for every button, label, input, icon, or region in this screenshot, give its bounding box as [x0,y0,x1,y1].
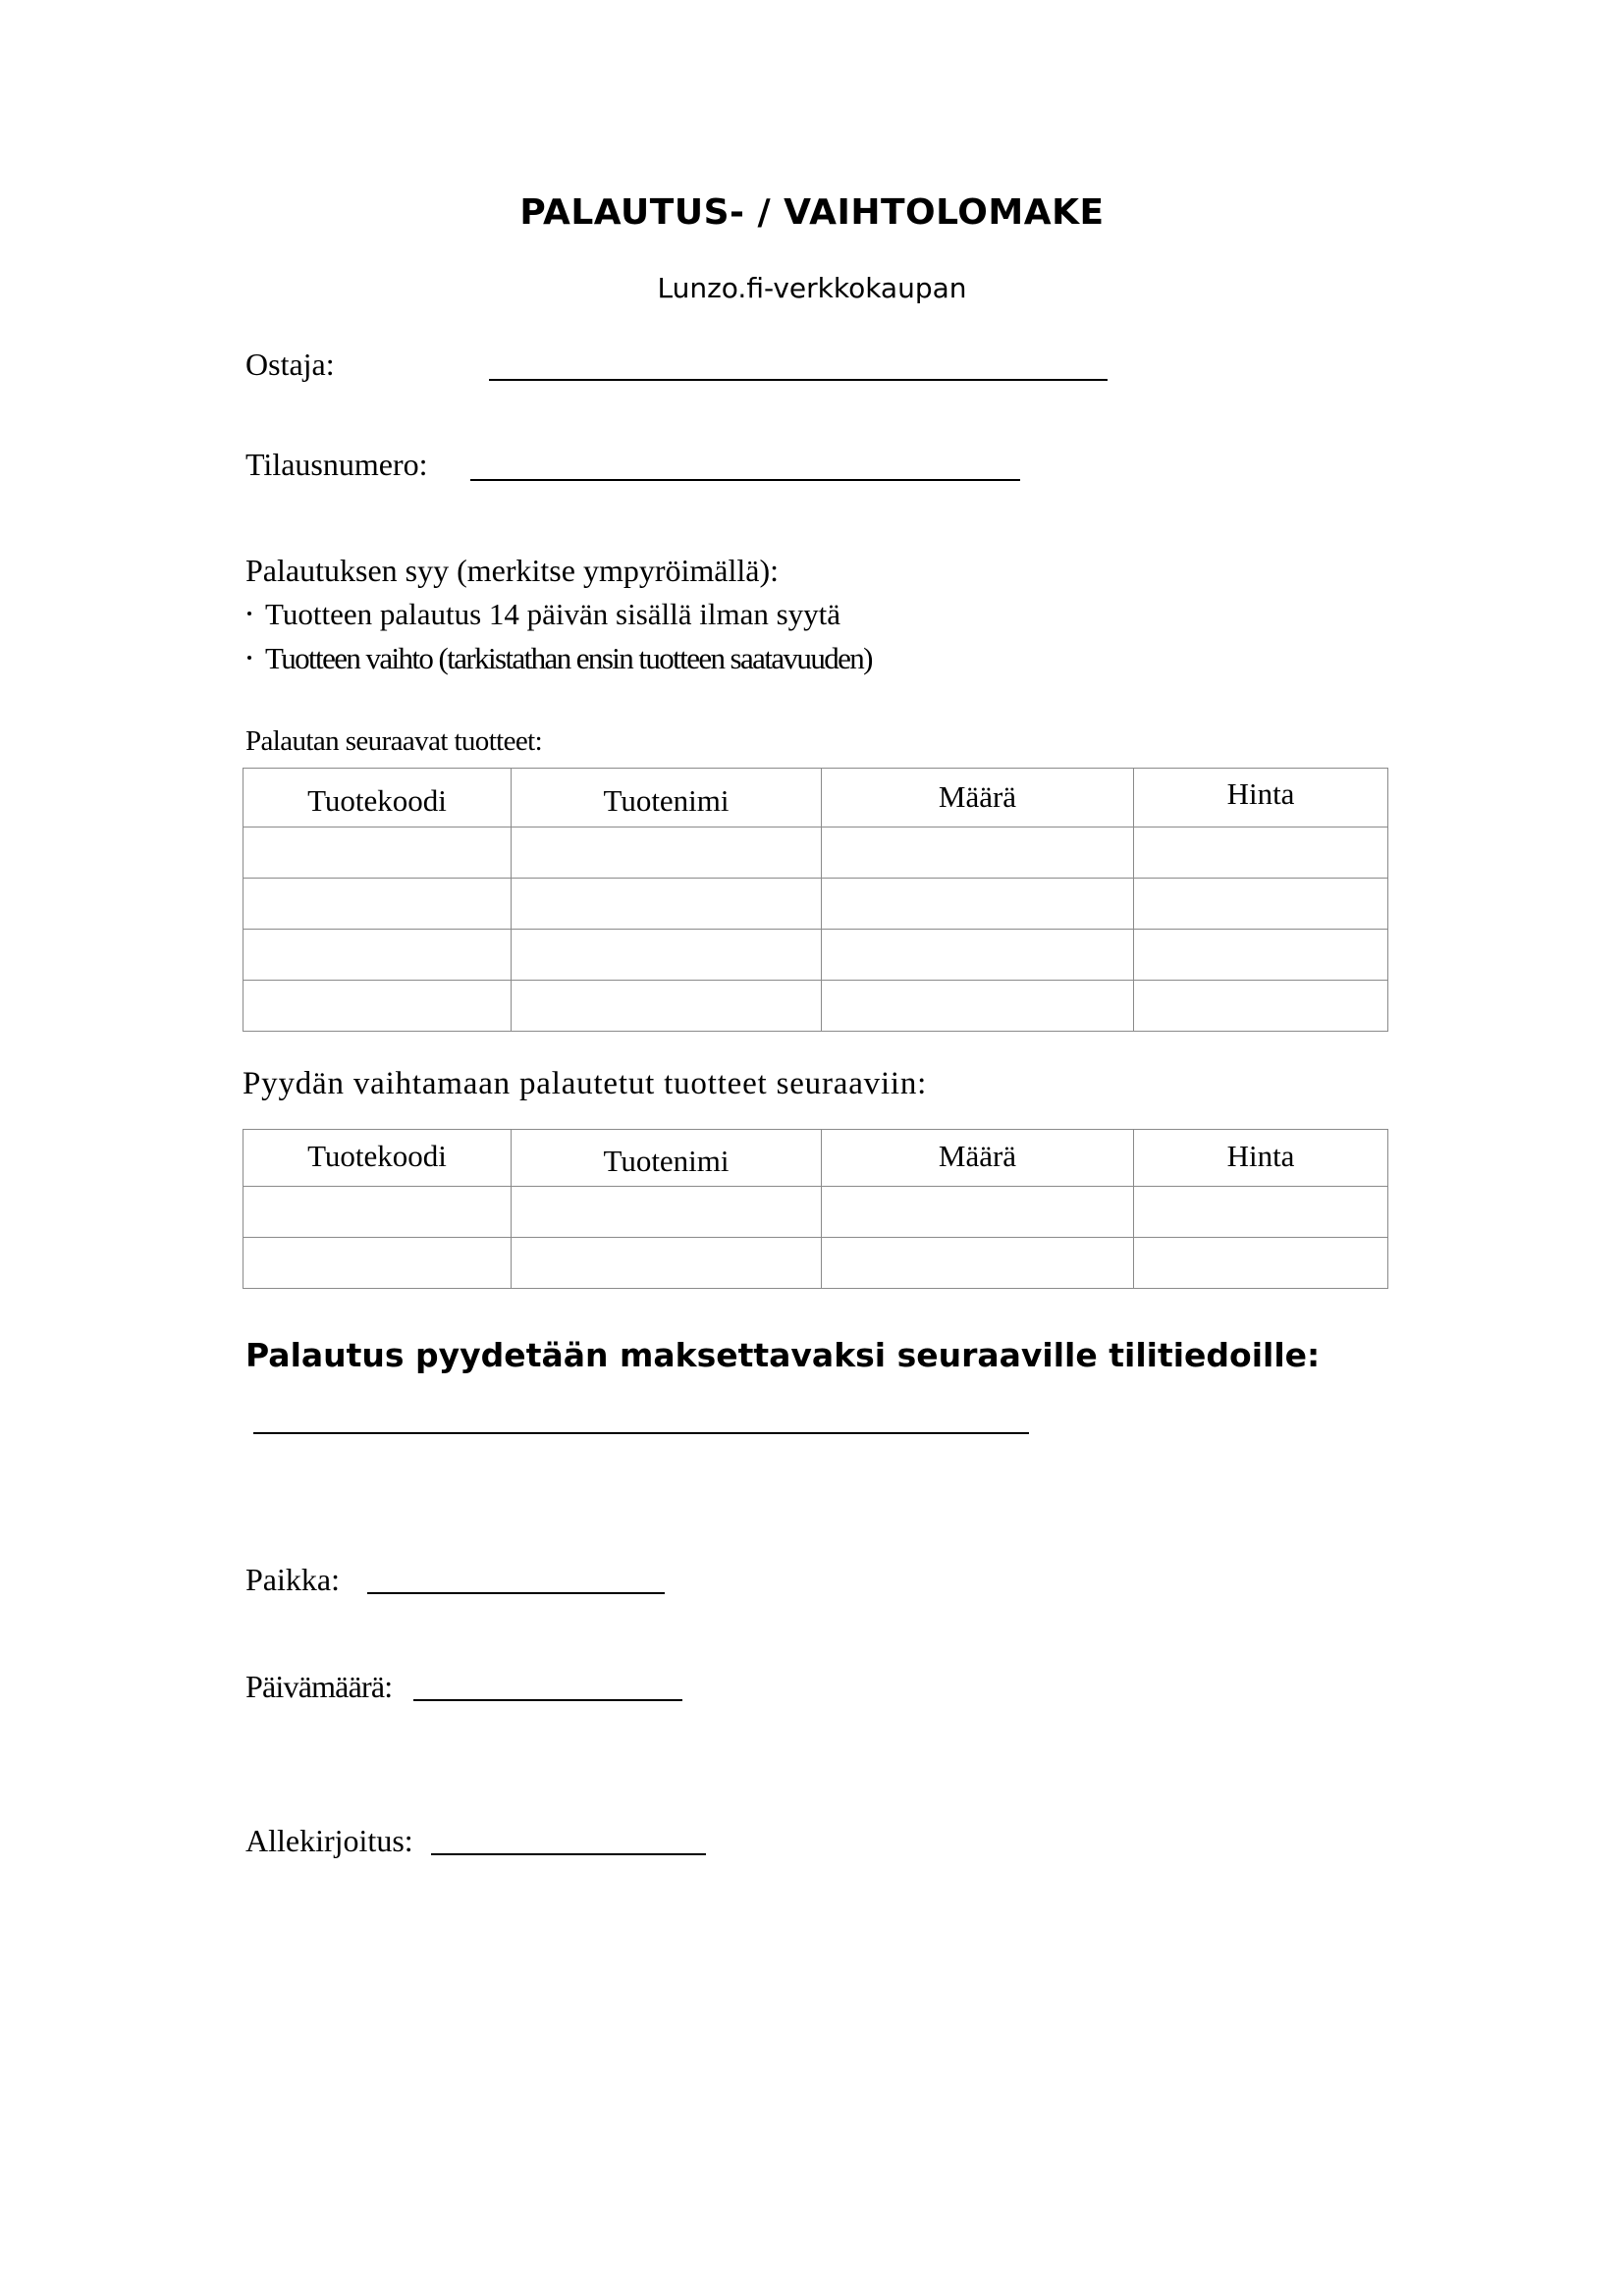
table-row [244,879,1388,930]
table-cell[interactable] [244,1187,512,1238]
table-cell[interactable] [1134,1187,1388,1238]
bullet-icon [247,612,251,615]
table-cell[interactable] [244,828,512,879]
reason-option-label: Tuotteen vaihto (tarkistathan ensin tuotteen saatavuuden) [265,641,872,675]
table-cell[interactable] [1134,828,1388,879]
reason-option-return[interactable] [247,597,840,632]
table-header-row [244,769,1388,828]
table-cell[interactable] [244,879,512,930]
column-header-quantity: Määrä [822,1130,1134,1187]
table-header-row [244,1130,1388,1187]
buyer-label: Ostaja: [245,347,335,382]
exchange-products-heading: Pyydän vaihtamaan palautetut tuotteet seuraaviin: [243,1066,928,1101]
order-number-field[interactable] [470,479,1020,481]
table-cell[interactable] [1134,879,1388,930]
exchange-products-table [243,1129,1388,1289]
refund-heading: Palautus pyydetään maksettavaksi seuraaville tilitiedoille: [245,1336,1321,1374]
form-title: PALAUTUS- / VAIHTOLOMAKE [519,192,1105,233]
table-cell[interactable] [512,930,822,981]
column-header-quantity: Määrä [822,769,1134,828]
table-cell[interactable] [512,981,822,1032]
returned-products-table [243,768,1388,1032]
place-field[interactable] [367,1592,665,1594]
table-cell[interactable] [244,981,512,1032]
signature-label: Allekirjoitus: [245,1823,413,1858]
returned-products-heading: Palautan seuraavat tuotteet: [245,725,543,757]
table-row [244,828,1388,879]
table-cell[interactable] [244,1238,512,1289]
form-subtitle: Lunzo.fi-verkkokaupan [657,272,967,304]
table-cell[interactable] [512,1187,822,1238]
column-header-price: Hinta [1134,1130,1388,1187]
buyer-field[interactable] [489,379,1108,381]
order-number-label: Tilausnumero: [245,447,428,482]
signature-field[interactable] [431,1853,706,1855]
column-header-price: Hinta [1134,769,1388,828]
bullet-icon [247,656,251,660]
column-header-code: Tuotekoodi [244,1130,512,1187]
table-cell[interactable] [1134,930,1388,981]
bank-account-field[interactable] [253,1432,1029,1434]
column-header-name: Tuotenimi [512,769,822,828]
table-row [244,1187,1388,1238]
table-cell[interactable] [822,1187,1134,1238]
column-header-code: Tuotekoodi [244,769,512,828]
table-cell[interactable] [822,828,1134,879]
table-row [244,930,1388,981]
column-header-name: Tuotenimi [512,1130,822,1187]
table-row [244,1238,1388,1289]
reason-option-exchange[interactable] [247,641,872,676]
reason-heading: Palautuksen syy (merkitse ympyröimällä): [245,553,779,588]
table-cell[interactable] [512,879,822,930]
table-cell[interactable] [244,930,512,981]
table-cell[interactable] [822,879,1134,930]
table-cell[interactable] [822,930,1134,981]
table-cell[interactable] [1134,1238,1388,1289]
table-row [244,981,1388,1032]
table-cell[interactable] [822,1238,1134,1289]
table-cell[interactable] [512,1238,822,1289]
table-cell[interactable] [512,828,822,879]
date-label: Päivämäärä: [245,1669,393,1704]
reason-option-label: Tuotteen palautus 14 päivän sisällä ilman syytä [265,597,841,631]
place-label: Paikka: [245,1562,340,1597]
date-field[interactable] [413,1699,682,1701]
table-cell[interactable] [1134,981,1388,1032]
table-cell[interactable] [822,981,1134,1032]
